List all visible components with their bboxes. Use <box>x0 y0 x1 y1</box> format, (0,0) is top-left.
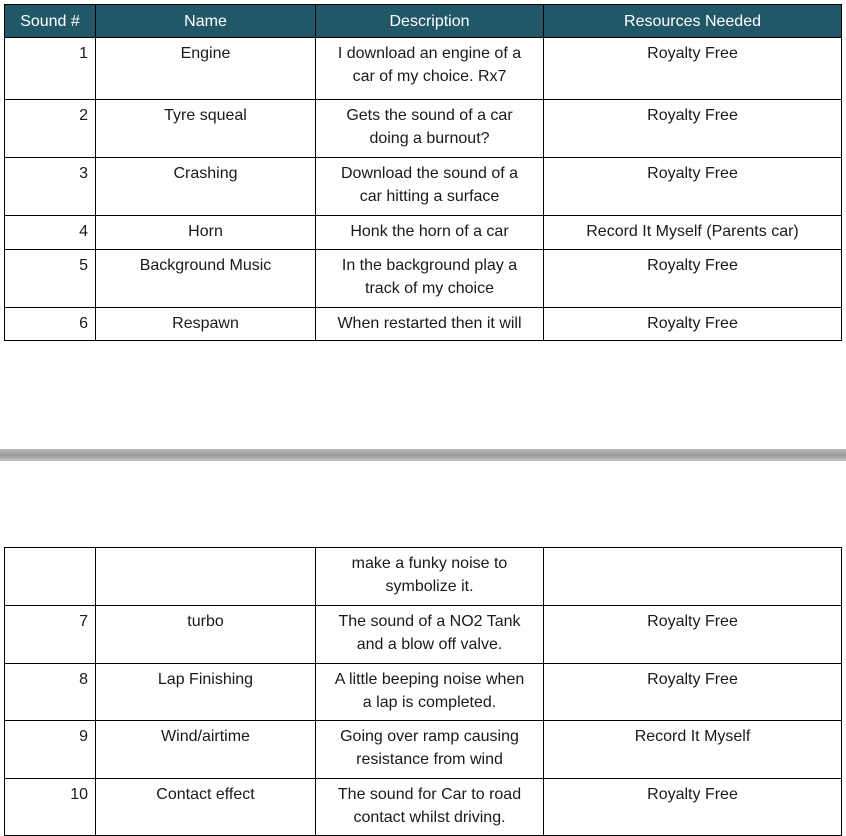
sound-number-cell: 7 <box>5 606 96 664</box>
sound-number-cell: 5 <box>5 250 96 308</box>
table-row <box>5 721 842 779</box>
description-cell: When restarted then it will <box>316 308 544 341</box>
sound-number-cell: 9 <box>5 721 96 779</box>
description-cell <box>316 664 544 721</box>
description-line: track of my choice <box>365 280 494 297</box>
description-line: In the background play a <box>341 257 518 274</box>
resources-cell: Royalty Free <box>544 606 842 664</box>
sound-number-cell <box>5 548 96 606</box>
resources-cell: Record It Myself <box>544 721 842 779</box>
sound-number-cell: 10 <box>5 779 96 836</box>
table-row <box>5 308 842 341</box>
header-sound-number: Sound # <box>5 5 96 38</box>
description-line: symbolize it. <box>385 578 474 595</box>
header-row <box>5 5 842 38</box>
sound-name-cell: Respawn <box>96 308 316 341</box>
sound-number-cell: 6 <box>5 308 96 341</box>
sound-name-cell: Crashing <box>96 158 316 216</box>
header-name: Name <box>96 5 316 38</box>
resources-cell: Royalty Free <box>544 158 842 216</box>
table-row <box>5 664 842 721</box>
resources-cell: Royalty Free <box>544 38 842 100</box>
sound-name-cell: Contact effect <box>96 779 316 836</box>
resources-cell: Royalty Free <box>544 308 842 341</box>
sound-table-page-2 <box>4 547 842 836</box>
description-line: Gets the sound of a car <box>346 107 513 124</box>
description-cell <box>316 100 544 158</box>
description-line: I download an engine of a <box>337 45 522 62</box>
resources-cell: Royalty Free <box>544 100 842 158</box>
description-cell <box>316 158 544 216</box>
sound-name-cell: Background Music <box>96 250 316 308</box>
table-row <box>5 38 842 100</box>
description-line: make a funky noise to <box>351 555 508 572</box>
resources-cell: Record It Myself (Parents car) <box>544 216 842 250</box>
sound-name-cell: Wind/airtime <box>96 721 316 779</box>
description-line: A little beeping noise when <box>334 671 525 688</box>
description-cell <box>316 779 544 836</box>
table-row <box>5 779 842 836</box>
description-line: car of my choice. Rx7 <box>352 68 507 85</box>
description-line: Going over ramp causing <box>340 728 519 745</box>
description-line: The sound for Car to road <box>337 786 522 803</box>
sound-name-cell: turbo <box>96 606 316 664</box>
page-break-divider <box>0 449 846 461</box>
header-description: Description <box>316 5 544 38</box>
resources-cell: Royalty Free <box>544 250 842 308</box>
description-cell <box>316 250 544 308</box>
sound-name-cell: Tyre squeal <box>96 100 316 158</box>
sound-number-cell: 3 <box>5 158 96 216</box>
description-line: contact whilst driving. <box>353 809 506 826</box>
description-line: a lap is completed. <box>362 694 497 711</box>
description-line: and a blow off valve. <box>356 636 503 653</box>
description-line: The sound of a NO2 Tank <box>338 613 521 630</box>
sound-name-cell: Engine <box>96 38 316 100</box>
table-row <box>5 158 842 216</box>
description-cell <box>316 548 544 606</box>
sound-number-cell: 4 <box>5 216 96 250</box>
description-cell <box>316 721 544 779</box>
description-line: resistance from wind <box>356 751 503 768</box>
sound-number-cell: 1 <box>5 38 96 100</box>
table-row <box>5 548 842 606</box>
sound-name-cell: Lap Finishing <box>96 664 316 721</box>
sound-name-cell: Horn <box>96 216 316 250</box>
table-row <box>5 216 842 250</box>
description-line: car hitting a surface <box>359 188 500 205</box>
sound-number-cell: 8 <box>5 664 96 721</box>
resources-cell <box>544 548 842 606</box>
resources-cell: Royalty Free <box>544 779 842 836</box>
sound-number-cell: 2 <box>5 100 96 158</box>
sound-table-page-1 <box>4 4 842 341</box>
description-cell <box>316 606 544 664</box>
description-line: doing a burnout? <box>369 130 490 147</box>
description-line: Download the sound of a <box>340 165 518 182</box>
description-cell: Honk the horn of a car <box>316 216 544 250</box>
header-resources-needed: Resources Needed <box>544 5 842 38</box>
table-row <box>5 100 842 158</box>
table-row <box>5 250 842 308</box>
sound-name-cell <box>96 548 316 606</box>
description-cell <box>316 38 544 100</box>
table-row <box>5 606 842 664</box>
resources-cell: Royalty Free <box>544 664 842 721</box>
